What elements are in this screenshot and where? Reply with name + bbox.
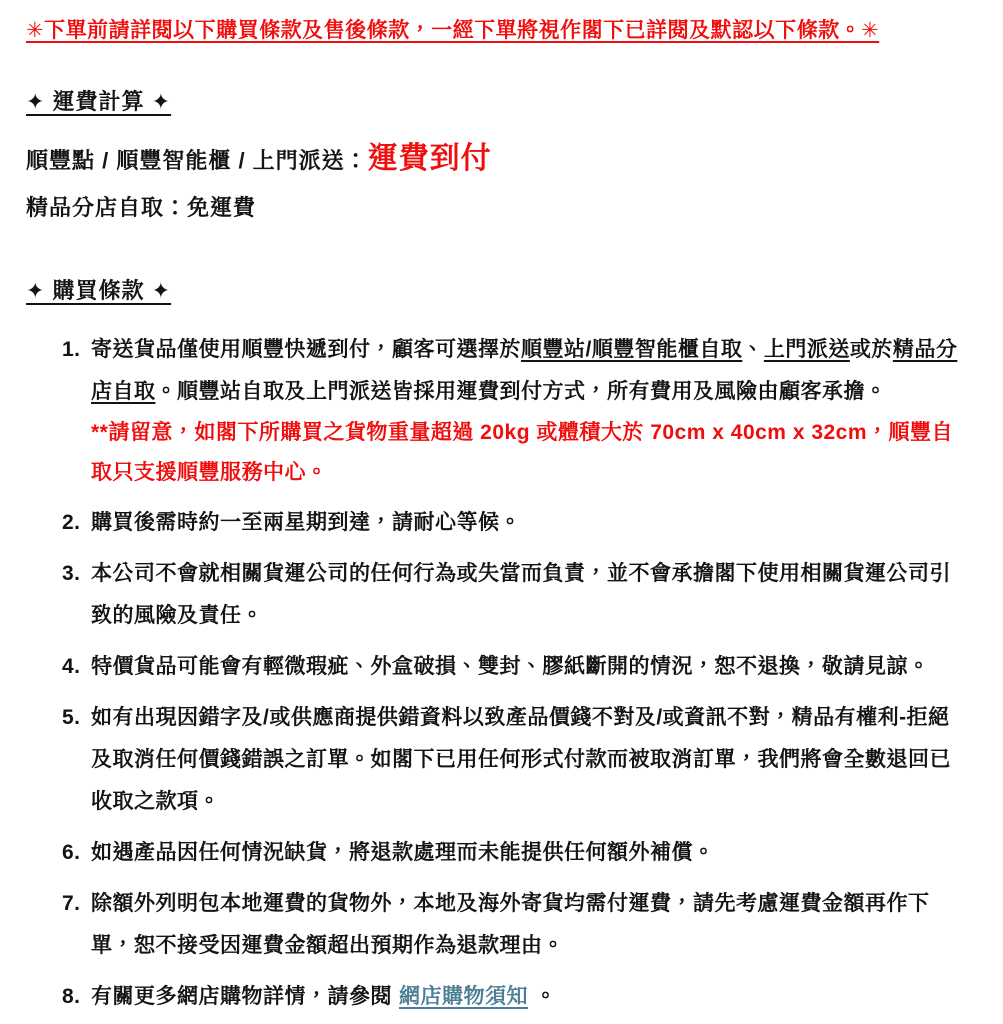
sf-delivery-line: [26, 141, 967, 179]
term-item-6: [62, 832, 967, 874]
term-number: 6.: [62, 841, 81, 864]
term-segment: 或於: [849, 338, 893, 361]
term-segment: 、: [742, 338, 764, 361]
term-text: [91, 976, 967, 1018]
pickup-option-home-delivery: 上門派送: [763, 338, 850, 361]
term-body: [91, 646, 967, 688]
term-text: 如有出現因錯字及/或供應商提供錯資料以致產品價錢不對及/或資訊不對，精品有權利-拒絕及取消任何價錢錯誤之訂單。如閣下已用任何形式付款而被取消訂單，我們將會全數退回已收取之款項。: [91, 706, 951, 813]
term-number: 3.: [62, 562, 81, 585]
term-text: [91, 329, 967, 413]
term-number: 7.: [62, 892, 81, 915]
term-text: 本公司不會就相關貨運公司的任何行為或失當而負責，並不會承擔閣下使用相關貨運公司引致的風險及責任。: [91, 562, 951, 627]
pickup-option-store: 精品分店自取: [91, 338, 958, 403]
term-text: 特價貨品可能會有輕微瑕疵、外盒破損、雙封、膠紙斷開的情況，恕不退換，敬請見諒。: [91, 655, 930, 678]
term-body: [91, 883, 967, 967]
pickup-option-sf-station: 順豐站/順豐智能櫃自取: [521, 338, 743, 361]
term-segment: 。順豐站自取及上門派送皆採用運費到付方式，所有費用及風險由顧客承擔。: [155, 380, 887, 403]
term-item-2: [62, 502, 967, 544]
term-body: [91, 553, 967, 637]
sf-delivery-options-label: 順豐點 / 順豐智能櫃 / 上門派送：: [26, 148, 368, 173]
term-number: 4.: [62, 655, 81, 678]
term-number: 2.: [62, 511, 81, 534]
store-guide-link[interactable]: 網店購物須知: [399, 985, 528, 1008]
term-segment: 有關更多網店購物詳情，請參閱: [91, 985, 392, 1008]
store-pickup-free-line: 精品分店自取：免運費: [26, 195, 257, 220]
pre-order-notice: ✳下單前請詳閱以下購買條款及售後條款，一經下單將視作閣下已詳閱及默認以下條款。✳: [26, 19, 880, 42]
term-text: 如遇產品因任何情況缺貨，將退款處理而未能提供任何額外補償。: [91, 841, 715, 864]
term-body: [91, 329, 967, 493]
freight-collect-highlight: 運費到付: [367, 142, 492, 175]
term-body: [91, 832, 967, 874]
term-segment: 寄送貨品僅使用順豐快遞到付，顧客可選擇於: [91, 338, 521, 361]
term-item-4: [62, 646, 967, 688]
term-item-3: [62, 553, 967, 637]
term-segment: 。: [535, 985, 557, 1008]
term-item-7: [62, 883, 967, 967]
term-body: [91, 697, 967, 823]
term-text: 除額外列明包本地運費的貨物外，本地及海外寄貨均需付運費，請先考慮運費金額再作下單，恕不接受因運費金額超出預期作為退款理由。: [91, 892, 930, 957]
term-number: 8.: [62, 985, 81, 1008]
term-number: 5.: [62, 706, 81, 729]
term-body: [91, 502, 967, 544]
term-item-1: [62, 329, 967, 493]
term-text: 購買後需時約一至兩星期到達，請耐心等候。: [91, 511, 521, 534]
term-item-5: [62, 697, 967, 823]
purchase-terms-heading: ✦ 購買條款 ✦: [26, 278, 172, 303]
sf-weight-limit-note: **請留意，如閣下所購買之貨物重量超過 20kg 或體積大於 70cm x 40cm x 32cm，順豐自取只支援順豐服務中心。: [91, 421, 954, 484]
terms-list: [26, 329, 967, 1018]
term-number: 1.: [62, 338, 81, 361]
term-body: [91, 976, 967, 1018]
shipping-fee-heading: ✦ 運費計算 ✦: [26, 89, 172, 114]
term-item-8: [62, 976, 967, 1018]
